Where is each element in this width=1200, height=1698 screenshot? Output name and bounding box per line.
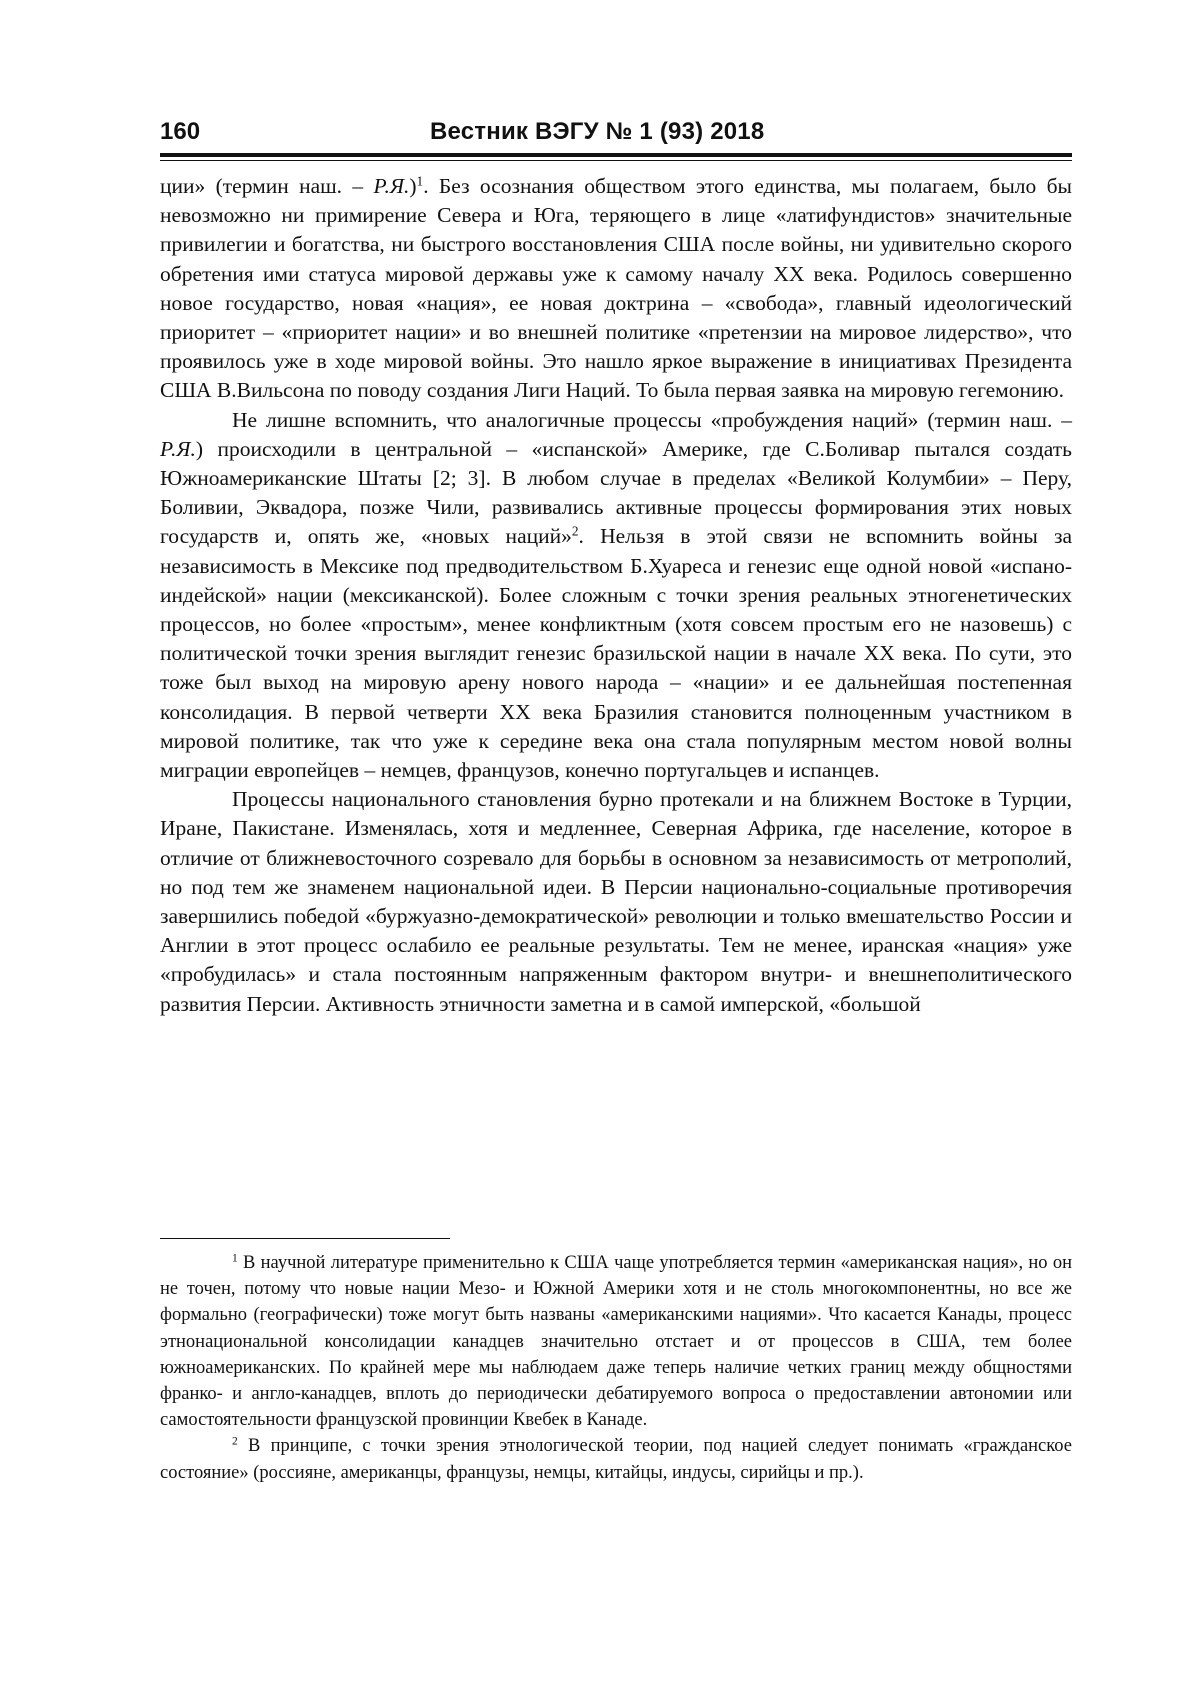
footnote-separator: [160, 1238, 450, 1239]
main-text: [160, 172, 1072, 1019]
header-rule-thin: [160, 160, 1072, 161]
running-header: [160, 112, 1072, 152]
paragraph-text: ) происходили в центральной – «испанской» Америке, где С.Боливар пытался создать Южноамериканские Штаты [2; 3]. В любом случае в пределах «Великой Колумбии» – Перу, Боливии, Эквадора, позже Чили, развивались активные процессы формирования этих новых государств и, опять же, «новых наций»: [160, 436, 1072, 549]
paragraph-text: ): [409, 174, 417, 198]
paragraph-2: [160, 406, 1072, 786]
footnotes: [160, 1250, 1072, 1486]
paragraph-text: . Без осознания обществом этого единства, мы полагаем, было бы невозможно ни примирение Севера и Юга, теряющего в лице «латифундистов» значительные привилегии и богатства, ни быстрого восстановления США после войны, ни удивительно скорого обретения ими статуса мировой державы уже к самому началу XX века. Родилось совершенно новое государство, новая «нация», ее новая доктрина – «свобода», главный идеологический приоритет – «приоритет нации» и во внешней политике «претензии на мировое лидерство», что проявилось уже в ходе мировой войны. Это нашло яркое выражение в инициативах Президента США В.Вильсона по поводу создания Лиги Наций. То была первая заявка на мировую гегемонию.: [160, 174, 1072, 403]
footnote-ref-1[interactable]: 1: [416, 173, 424, 189]
paragraph-1: [160, 172, 1072, 406]
author-initials: Р.Я.: [160, 436, 196, 461]
paragraph-text: Не лишне вспомнить, что аналогичные процессы «пробуждения наций» (термин наш. –: [232, 407, 1072, 432]
footnote-ref-2[interactable]: 2: [571, 524, 579, 540]
page-number: 160: [160, 118, 201, 145]
paragraph-text: ции» (термин наш. –: [160, 174, 374, 198]
footnote-marker: 1: [232, 1252, 238, 1265]
journal-title: Вестник ВЭГУ № 1 (93) 2018: [430, 118, 765, 145]
header-rule-thick: [160, 153, 1072, 157]
paragraph-text: . Нельзя в этой связи не вспомнить войны за независимость в Мексике под предводительством Б.Хуареса и генезис еще одной новой «испано-индейской» нации (мексиканской). Более сложным с точки зрения реальных этногенетических процессов, но более «простым», менее конфликтным (хотя совсем простым его не назовешь) с политической точки зрения выглядит генезис бразильской нации в начале XX века. По сути, это тоже был выход на мировую арену нового народа – «нации» и ее дальнейшая постепенная консолидация. В первой четверти XX века Бразилия становится полноценным участником в мировой политике, так что уже к середине века она стала популярным местом новой волны миграции европейцев – немцев, французов, конечно португальцев и испанцев.: [160, 524, 1072, 783]
footnote-text: В научной литературе применительно к США чаще употребляется термин «американская нация», но он не точен, потому что новые нации Мезо- и Южной Америки хотя и не столь многокомпонентны, но все же формально (географически) тоже могут быть названы «американскими нациями». Что касается Канады, процесс этнонациональной консолидации канадцев значительно отстает и от процессов в США, тем более южноамериканских. По крайней мере мы наблюдаем даже теперь наличие четких границ между общностями франко- и англо-канадцев, вплоть до периодически дебатируемого вопроса о предоставлении автономии или самостоятельности французской провинции Квебек в Канаде.: [160, 1253, 1072, 1431]
paragraph-3: Процессы национального становления бурно протекали и на ближнем Востоке в Турции, Иране, Пакистане. Изменялась, хотя и медленнее, Северная Африка, где население, которое в отличие от ближневосточного созревало для борьбы в основном за независимость от метрополий, но под тем же знаменем национальной идеи. В Персии национально-социальные противоречия завершились победой «буржуазно-демократической» революции и только вмешательство России и Англии в этот процесс ослабило ее реальные результаты. Тем не менее, иранская «нация» уже «пробудилась» и стала постоянным напряженным фактором внутри- и внешнеполитического развития Персии. Активность этничности заметна и в самой имперской, «большой: [160, 787, 1072, 1016]
footnote-2: [160, 1433, 1072, 1485]
footnote-text: В принципе, с точки зрения этнологической теории, под нацией следует понимать «гражданское состояние» (россияне, американцы, французы, немцы, китайцы, индусы, сирийцы и пр.).: [160, 1436, 1072, 1483]
footnote-marker: 2: [232, 1436, 238, 1449]
footnote-1: [160, 1250, 1072, 1433]
author-initials: Р.Я.: [373, 174, 410, 198]
